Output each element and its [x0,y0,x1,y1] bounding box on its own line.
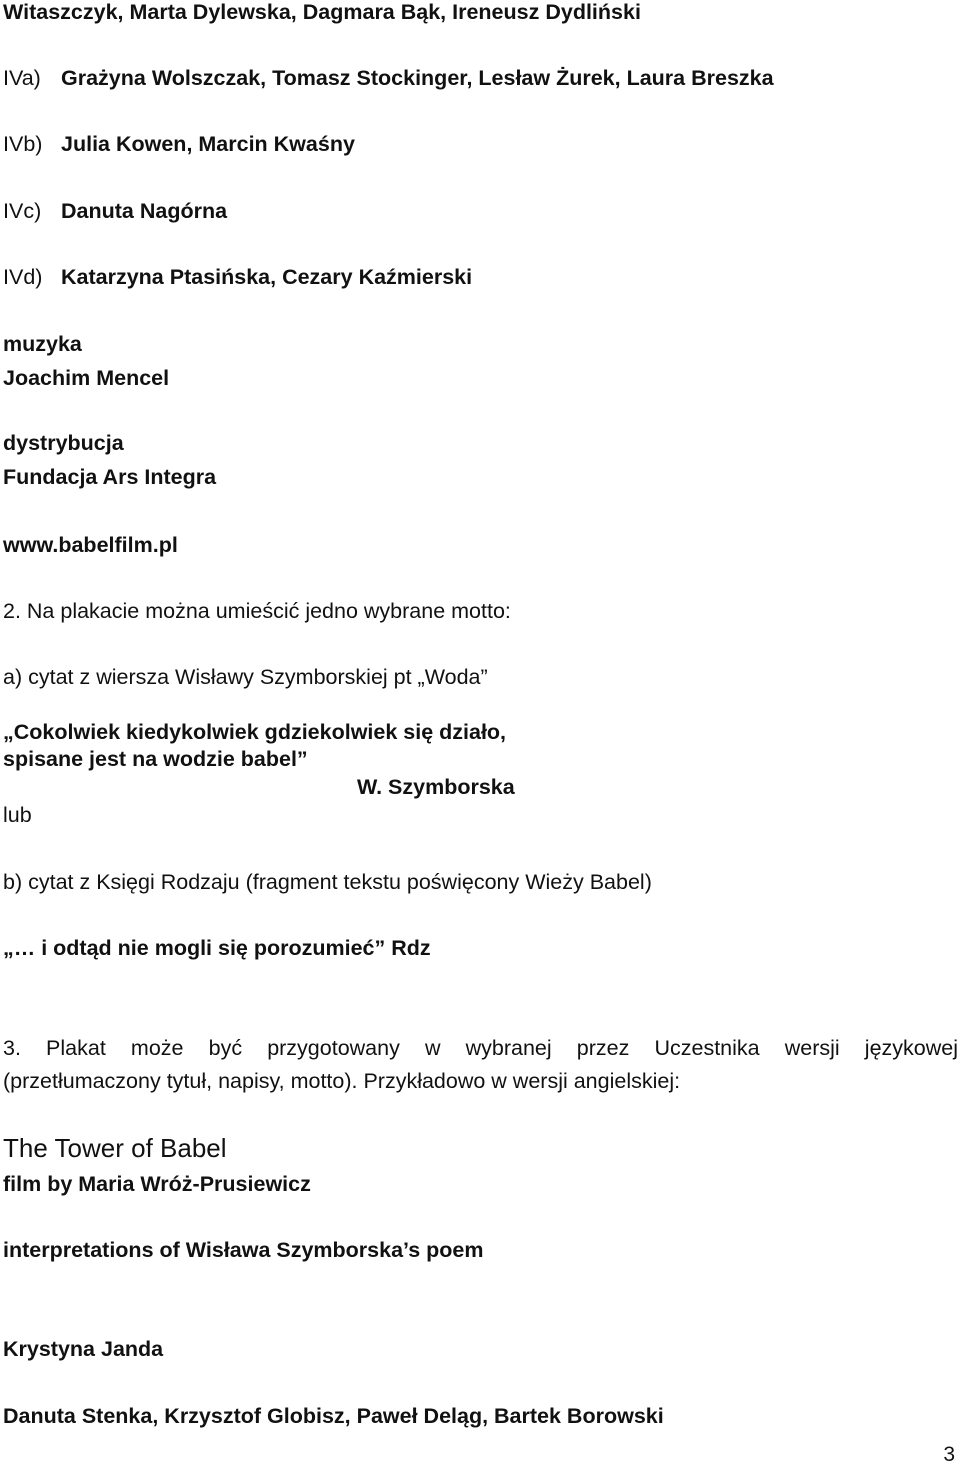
cast-group-names: Grażyna Wolszczak, Tomasz Stockinger, Lesław Żurek, Laura Breszka [61,66,774,90]
point-3-line2: (przetłumaczony tytuł, napisy, motto). Przykładowo w wersji angielskiej: [3,1069,681,1093]
distribution-heading: dystrybucja [3,431,124,455]
quote-a-line2: spisane jest na wodzie babel” [3,747,308,771]
cast-top-line: Witaszczyk, Marta Dylewska, Dagmara Bąk, Ireneusz Dydliński [3,0,641,24]
cast-group-label: IVd) [3,265,43,289]
cast-group-label: IVc) [3,199,42,223]
cast-group-names: Julia Kowen, Marcin Kwaśny [61,132,355,156]
quote-a-author: W. Szymborska [357,775,515,799]
cast-group-iva [3,66,774,91]
cast-group-label: IVb) [3,132,43,156]
cast-group-ivd [3,265,472,290]
music-heading: muzyka [3,332,82,356]
point-2-text: 2. Na plakacie można umieścić jedno wybrane motto: [3,599,511,623]
cast-group-label: IVa) [3,66,41,90]
music-name: Joachim Mencel [3,366,170,390]
english-byline: film by Maria Wróż-Prusiewicz [3,1172,311,1196]
quote-a-line1: „Cokolwiek kiedykolwiek gdziekolwiek się działo, [3,720,507,744]
option-a-text: a) cytat z wiersza Wisławy Szymborskiej pt „Woda” [3,665,488,689]
cast-group-names: Danuta Nagórna [61,199,228,223]
cast-group-names: Katarzyna Ptasińska, Cezary Kaźmierski [61,265,473,289]
page-number: 3 [943,1443,955,1466]
distribution-name: Fundacja Ars Integra [3,465,217,489]
cast-group-ivb [3,132,355,157]
option-b-text: b) cytat z Księgi Rodzaju (fragment tekstu poświęcony Wieży Babel) [3,870,652,894]
cast-group-ivc [3,199,227,224]
website-text: www.babelfilm.pl [3,533,178,557]
english-lead-actor: Krystyna Janda [3,1337,164,1361]
point-3-line1: 3. Plakat może być przygotowany w wybranej przez Uczestnika wersji językowej [3,1036,958,1060]
or-text: lub [3,803,32,827]
english-cast: Danuta Stenka, Krzysztof Globisz, Paweł Deląg, Bartek Borowski [3,1404,664,1428]
quote-b-text: „… i odtąd nie mogli się porozumieć” Rdz [3,936,431,960]
english-interpretations: interpretations of Wisława Szymborska’s poem [3,1238,484,1262]
english-title: The Tower of Babel [3,1133,227,1163]
